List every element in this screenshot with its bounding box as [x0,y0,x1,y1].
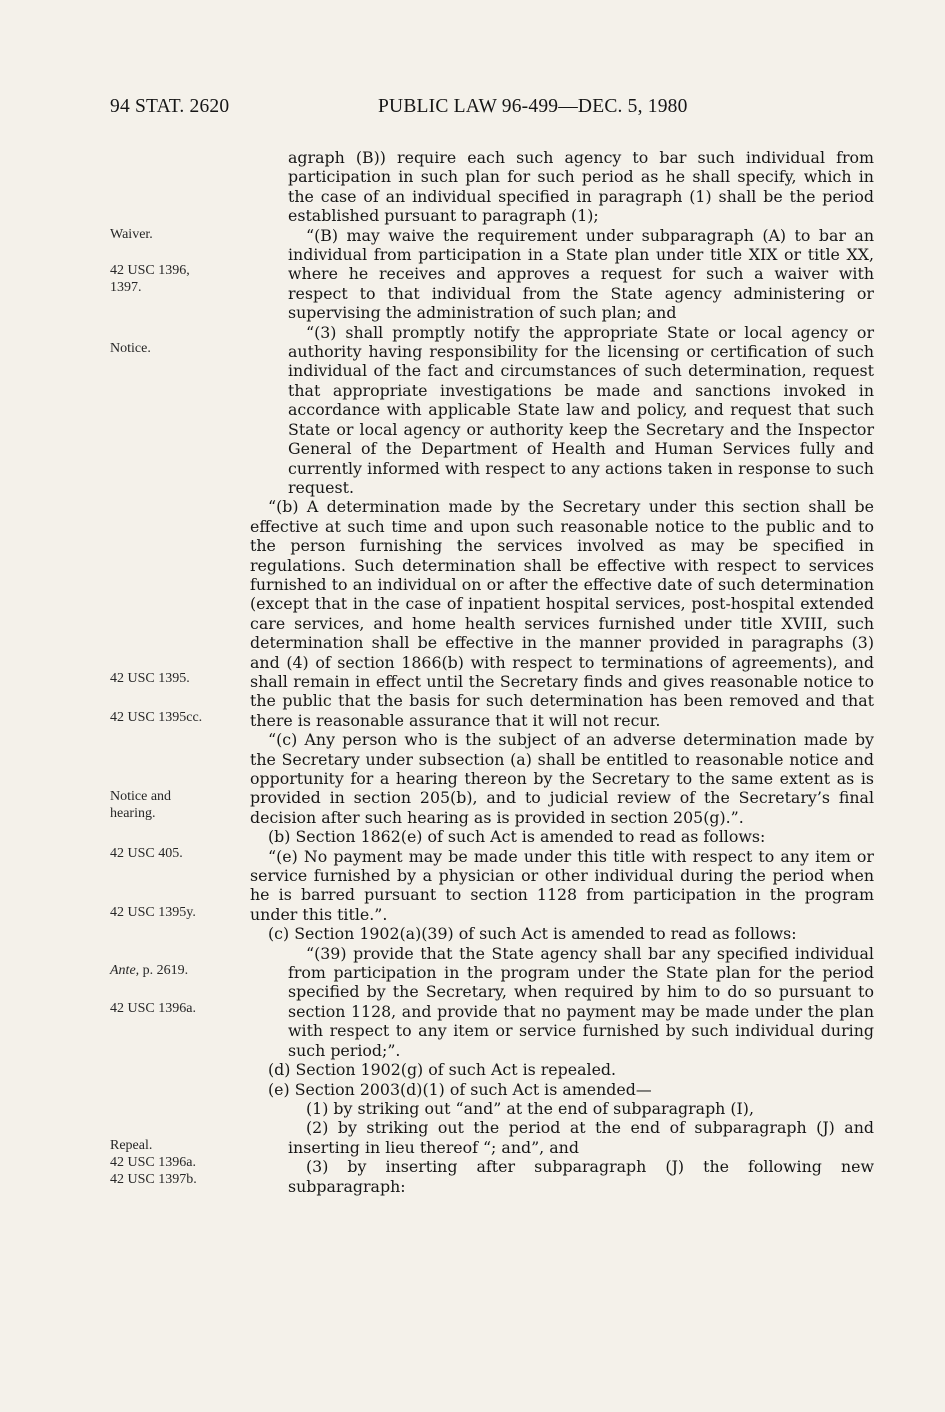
running-header [0,96,945,126]
law-title: PUBLIC LAW 96-499—DEC. 5, 1980 [378,96,688,117]
paragraph-subparagraph-b: “(B) may waive the requirement under subparagraph (A) to bar an individual from participation in a State plan under title XIX or title XX, where he receives and approves a request for such a waiver with respect to that individual from the State agency administering or supervising the administration of such plan; and [288,225,874,323]
amendment-c: (c) Section 1902(a)(39) of such Act is amended to read as follows: [268,924,797,944]
margin-note-usc-1395: 42 USC 1395. [110,671,190,686]
clause-2: (2) by striking out the period at the end of subparagraph (J) and inserting in lieu thereof “; and”, and [288,1118,874,1157]
margin-note-usc-1395cc: 42 USC 1395cc. [110,710,203,725]
paragraph-39: “(39) provide that the State agency shall bar any specified individual from participation in the program under the State plan for the period specified by the Secretary, when required by him to do so pursuant to section 1128, and provide that no payment may be made under the plan with respect to any item or service furnished by such individual during such period;”. [288,943,874,1060]
statute-body [250,148,874,1196]
margin-note-line: 1397. [110,280,142,295]
margin-note-line: 42 USC 1397b. [110,1172,197,1187]
amendment-d: (d) Section 1902(g) of such Act is repealed. [268,1060,617,1080]
subsection-e: “(e) No payment may be made under this title with respect to any item or service furnished by a physician or other individual during the period when he is barred pursuant to section 1128 from participation in the program under this title.”. [250,846,874,924]
margin-note-repeal [110,1137,197,1188]
margin-note-usc-1395y: 42 USC 1395y. [110,905,196,920]
clause-3: (3) by inserting after subparagraph (J) the following new subparagraph: [288,1157,874,1196]
paragraph-3: “(3) shall promptly notify the appropriate State or local agency or authority having responsibility for the licensing or certification of such individual of the fact and circumstances of such determination, request that appropriate investigations be made and sanctions invoked in accordance with applicable State law and policy, and request that such State or local agency or authority keep the Secretary and the Inspector General of the Department of Health and Human Services fully and currently informed with respect to any actions taken in response to such request. [288,322,874,497]
margin-note-line: Notice and [110,789,172,804]
margin-note-ante [110,962,188,979]
margin-note-line: hearing. [110,806,156,821]
ante-italic: Ante, [110,963,140,978]
page-reference: 94 STAT. 2620 [110,96,230,117]
margin-note-line: 42 USC 1396a. [110,1155,196,1170]
paragraph-continuation: agraph (B)) require each such agency to bar such individual from participation in such plan for such period as he shall specify, which in the case of an individual specified in paragraph (1) shall be the period established pursuant to paragraph (1); [288,148,874,226]
clause-1: (1) by striking out “and” at the end of subparagraph (I), [306,1098,754,1118]
margin-note-notice: Notice. [110,341,151,356]
ante-page: p. 2619. [139,963,189,978]
subsection-b: “(b) A determination made by the Secretary under this section shall be effective at such time and upon such reasonable notice to the public and to the person furnishing the services involved as may be specified in regulations. Such determination shall be effective with respect to services furnished to an individual on or after the effective date of such determination (except that in the case of inpatient hospital services, post-hospital extended care services, and home health services furnished under title XVIII, such determination shall be effective in the manner provided in paragraphs (3) and (4) of section 1866(b) with respect to terminations of agreements), and shall remain in effect until the Secretary finds and gives reasonable notice to the public that the basis for such determination has been removed and that there is reasonable assurance that it will not recur. [250,497,874,730]
margin-note-line: 42 USC 1396, [110,263,190,278]
amendment-e: (e) Section 2003(d)(1) of such Act is amended— [268,1079,652,1099]
margin-note-usc-1396a: 42 USC 1396a. [110,1001,196,1016]
margin-note-usc-405: 42 USC 405. [110,846,183,861]
margin-note-waiver: Waiver. [110,227,153,242]
margin-note-line: Repeal. [110,1138,153,1153]
amendment-b: (b) Section 1862(e) of such Act is amended to read as follows: [268,827,766,847]
margin-note-notice-hearing [110,788,171,822]
margin-note-usc-1396 [110,262,190,296]
subsection-c: “(c) Any person who is the subject of an adverse determination made by the Secretary under subsection (a) shall be entitled to reasonable notice and opportunity for a hearing thereon by the Secretary to the same extent as is provided in section 205(b), and to judicial review of the Secretary’s final decision after such hearing as is provided in section 205(g).”. [250,730,874,827]
